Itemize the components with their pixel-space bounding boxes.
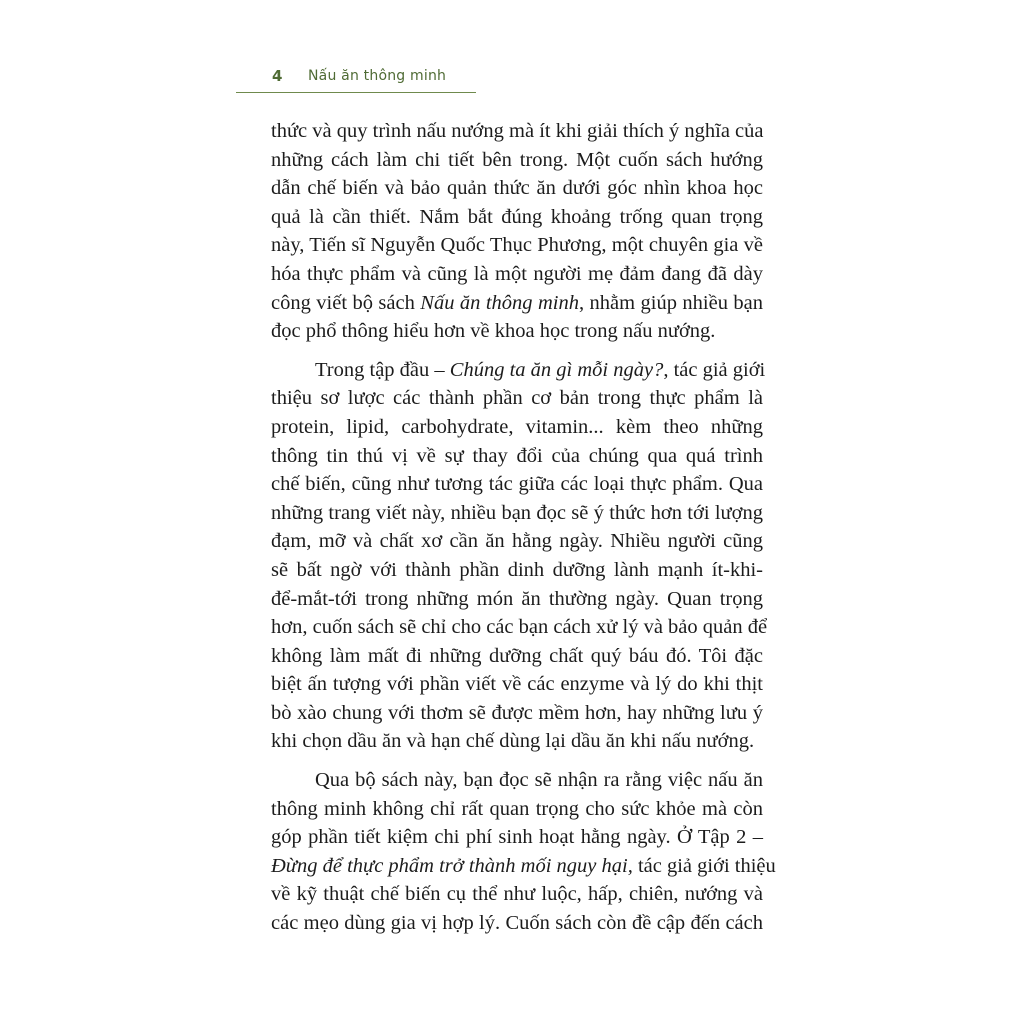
text-line <box>271 527 763 556</box>
text-line <box>271 909 763 938</box>
text-line <box>271 727 763 756</box>
text-line <box>271 384 763 413</box>
text-run: quả là cần thiết. Nắm bắt đúng khoảng trống quan trọng <box>271 205 763 228</box>
text-line <box>271 499 763 528</box>
body-text <box>271 117 776 938</box>
text-run: thiệu sơ lược các thành phần cơ bản trong thực phẩm là <box>271 387 763 410</box>
text-run: Qua bộ sách này, bạn đọc sẽ nhận ra rằng việc nấu ăn <box>315 769 763 792</box>
text-run: tác giả giới thiệu <box>632 854 776 877</box>
text-run: thông tin thú vị về sự thay đổi của chúng qua quá trình <box>271 444 763 467</box>
text-run: những trang viết này, nhiều bạn đọc sẽ ý thức hơn tới lượng <box>271 501 763 524</box>
text-line <box>271 231 763 260</box>
text-line <box>271 642 763 671</box>
text-line <box>271 356 766 385</box>
paragraph <box>271 356 768 756</box>
text-run: để-mắt-tới trong những món ăn thường ngày. Quan trọng <box>271 587 763 610</box>
italic-title: Đừng để thực phẩm trở thành mối nguy hại, <box>271 854 633 877</box>
text-line <box>271 670 763 699</box>
text-line <box>271 795 763 824</box>
text-line <box>271 317 763 346</box>
text-run: các mẹo dùng gia vị hợp lý. Cuốn sách còn đề cập đến cách <box>271 912 763 935</box>
text-run: công viết bộ sách <box>271 291 421 314</box>
text-run: , nhằm giúp nhiều bạn <box>578 291 764 314</box>
text-line <box>271 174 763 203</box>
text-line <box>271 146 763 175</box>
text-line <box>271 413 763 442</box>
paragraph <box>271 766 776 938</box>
italic-title: Chúng ta ăn gì mỗi ngày? <box>449 358 664 381</box>
text-line <box>271 699 763 728</box>
text-run: hơn, cuốn sách sẽ chỉ cho các bạn cách xử lý và bảo quản để <box>271 616 768 639</box>
page-number: 4 <box>272 67 283 85</box>
text-run: khi chọn dầu ăn và hạn chế dùng lại dầu ăn khi nấu nướng. <box>271 730 755 753</box>
text-line <box>271 613 768 642</box>
text-run: Trong tập đầu – <box>315 358 450 381</box>
text-run: không làm mất đi những dưỡng chất quý báu đó. Tôi đặc <box>271 644 763 667</box>
text-line <box>271 260 763 289</box>
text-run: bò xào chung với thơm sẽ được mềm hơn, hay những lưu ý <box>271 701 763 724</box>
text-run: góp phần tiết kiệm chi phí sinh hoạt hằng ngày. Ở Tập 2 – <box>271 826 763 849</box>
text-run: thông minh không chỉ rất quan trọng cho sức khỏe mà còn <box>271 797 763 820</box>
text-run: những cách làm chi tiết bên trong. Một cuốn sách hướng <box>271 148 763 171</box>
text-run: về kỹ thuật chế biến cụ thể như luộc, hấp, chiên, nướng và <box>271 883 763 906</box>
text-run: , tác giả giới <box>663 358 766 381</box>
text-run: sẽ bất ngờ với thành phần dinh dưỡng lành mạnh ít-khi- <box>271 558 763 581</box>
text-line <box>271 766 763 795</box>
text-line <box>271 556 763 585</box>
text-line <box>271 880 763 909</box>
text-line <box>271 585 763 614</box>
running-header <box>236 66 476 93</box>
text-line <box>271 852 776 881</box>
text-run: thức và quy trình nấu nướng mà ít khi giải thích ý nghĩa của <box>271 120 764 142</box>
paragraph <box>271 117 763 346</box>
text-line <box>271 823 763 852</box>
text-line <box>271 117 763 146</box>
text-run: chế biến, cũng như tương tác giữa các loại thực phẩm. Qua <box>271 473 763 496</box>
text-run: dẫn chế biến và bảo quản thức ăn dưới góc nhìn khoa học <box>271 177 763 200</box>
text-run: biệt ấn tượng với phần viết về các enzyme và lý do khi thịt <box>271 673 763 696</box>
italic-title: Nấu ăn thông minh <box>420 291 579 314</box>
paragraph-gap <box>271 346 763 356</box>
text-run: hóa thực phẩm và cũng là một người mẹ đảm đang đã dày <box>271 262 763 285</box>
text-line <box>271 470 763 499</box>
text-line <box>271 442 763 471</box>
text-run: đọc phổ thông hiểu hơn về khoa học trong nấu nướng. <box>271 320 716 343</box>
text-run: protein, lipid, carbohydrate, vitamin... kèm theo những <box>271 415 763 438</box>
text-line <box>271 203 763 232</box>
running-title: Nấu ăn thông minh <box>308 68 447 84</box>
paragraph-gap <box>271 756 763 766</box>
text-run: này, Tiến sĩ Nguyễn Quốc Thục Phương, một chuyên gia về <box>271 234 763 257</box>
text-run: đạm, mỡ và chất xơ cần ăn hằng ngày. Nhiều người cũng <box>271 530 763 553</box>
text-line <box>271 289 763 318</box>
